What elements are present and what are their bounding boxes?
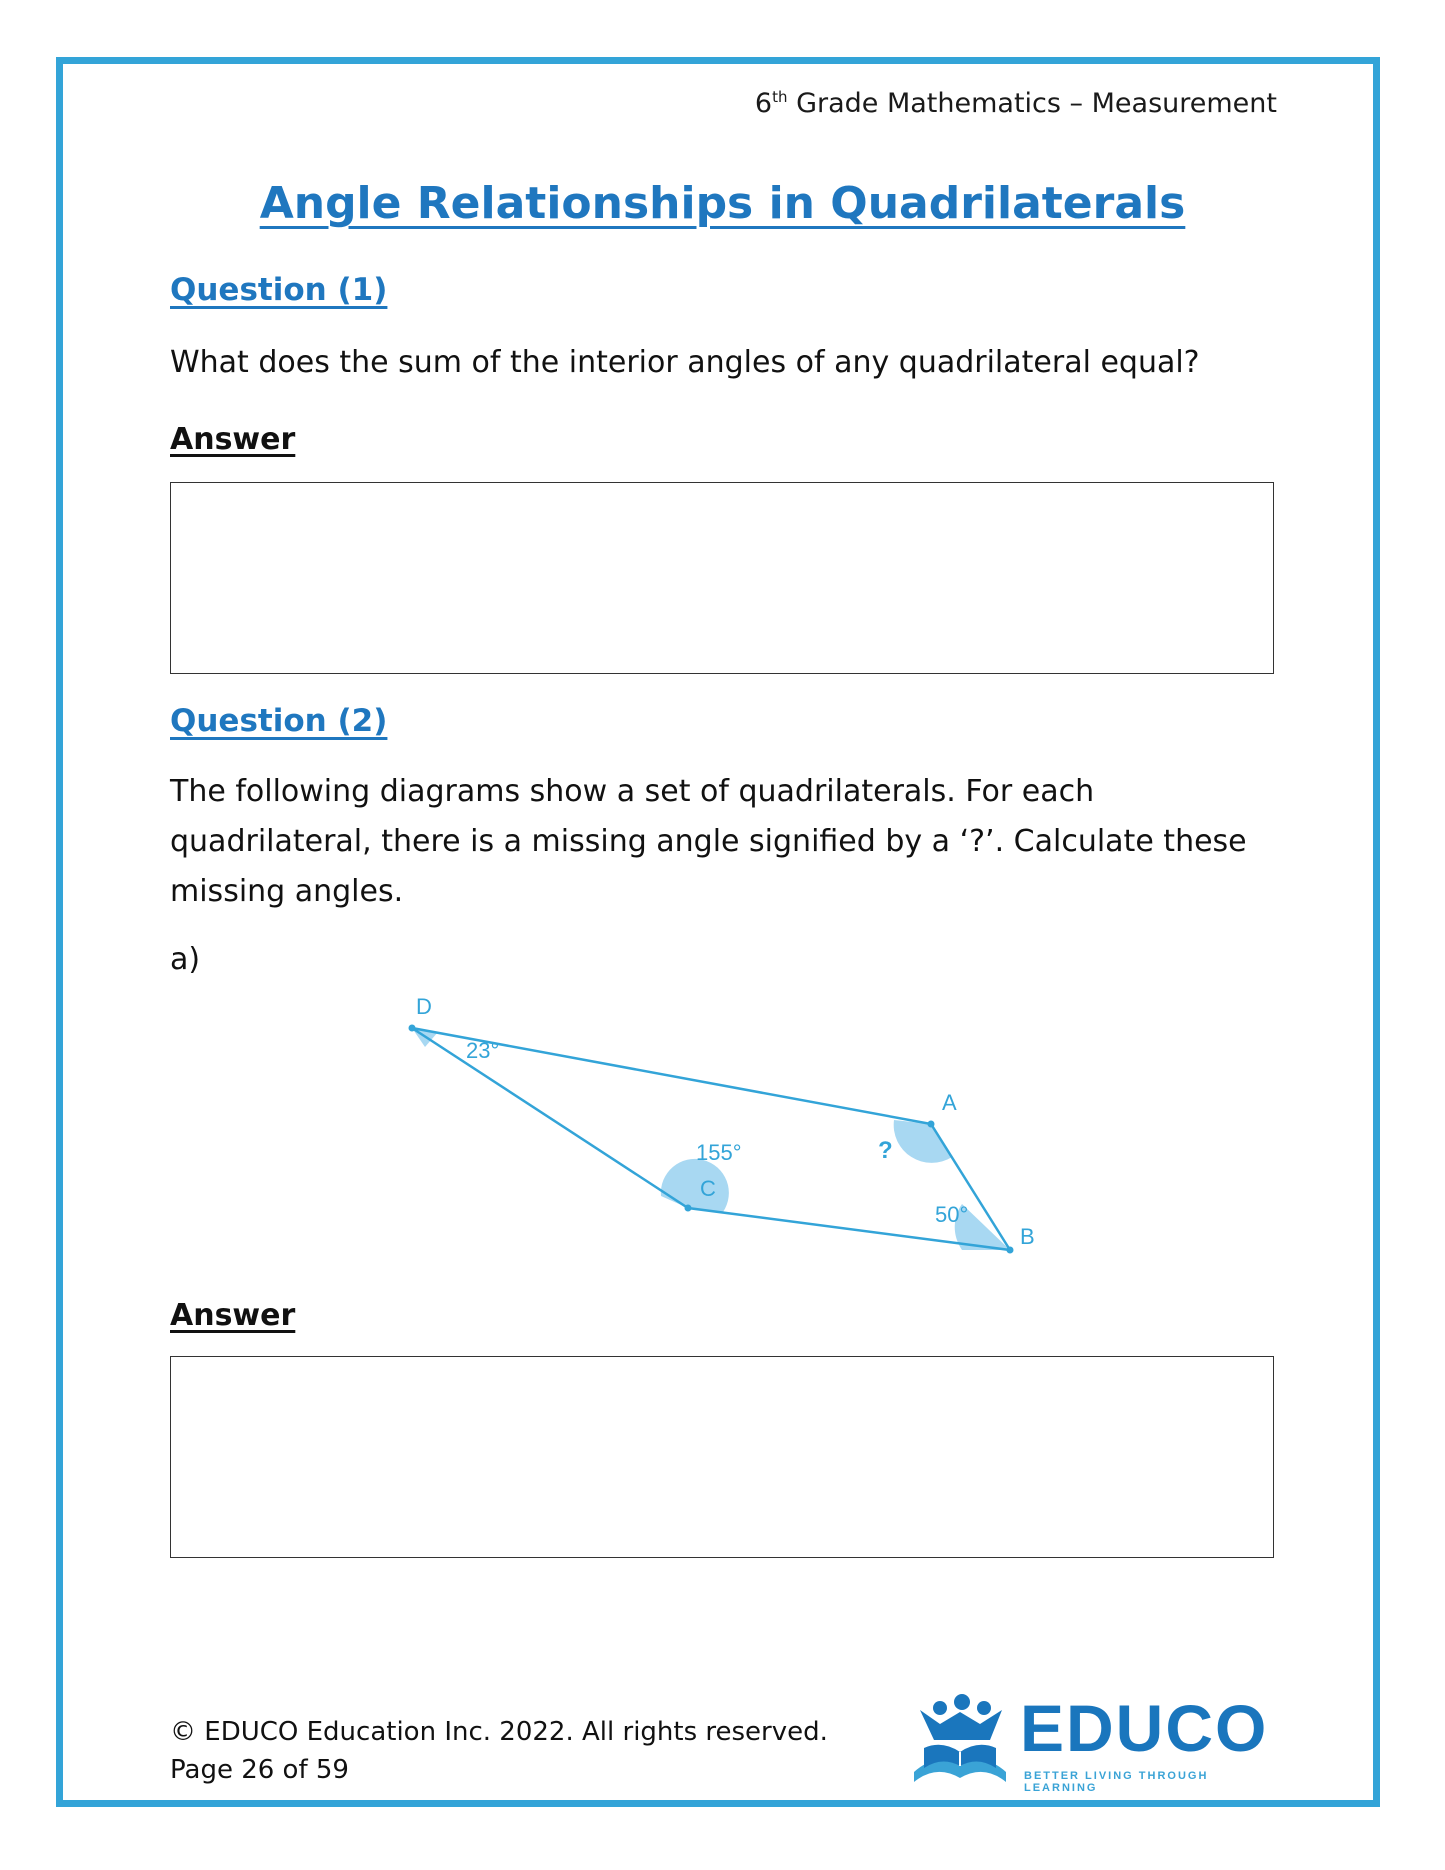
answer-1-box[interactable] xyxy=(170,482,1274,674)
angle-b-value: 50° xyxy=(935,1202,969,1227)
logo-tagline: BETTER LIVING THROUGH LEARNING xyxy=(1024,1770,1209,1794)
question-2-text: The following diagrams show a set of quadrilaterals. For each quadrilateral, there is a missing angle signified by a ‘?’. Calculate these missing angles. xyxy=(170,774,1247,909)
vertex-b-point xyxy=(1007,1247,1014,1254)
angle-c-arc xyxy=(661,1159,729,1212)
educo-people-book-icon xyxy=(900,1690,1020,1790)
grade-number: 6 xyxy=(754,88,773,119)
answer-1-label: Answer xyxy=(170,422,296,457)
quadrilateral-diagram xyxy=(380,990,1080,1270)
grade-suffix: th xyxy=(772,88,788,106)
vertex-b-label: B xyxy=(1020,1224,1035,1249)
vertex-d-point xyxy=(409,1025,416,1032)
page-title: Angle Relationships in Quadrilaterals xyxy=(259,178,1186,229)
course-header xyxy=(755,88,1277,119)
answer-2-label: Answer xyxy=(170,1298,296,1333)
logo-wordmark: EDUCO xyxy=(1020,1691,1269,1765)
vertex-a-label: A xyxy=(942,1090,957,1115)
vertex-c-label: C xyxy=(700,1176,716,1201)
question-2-heading: Question (2) xyxy=(170,703,388,739)
vertex-d-label: D xyxy=(416,994,432,1019)
part-a-label: a) xyxy=(170,942,201,977)
angle-d-value: 23° xyxy=(466,1038,500,1063)
question-1-text: What does the sum of the interior angles of any quadrilateral equal? xyxy=(170,345,1200,380)
educo-logo xyxy=(900,1690,1269,1800)
answer-2-box[interactable] xyxy=(170,1356,1274,1558)
angle-a-unknown: ? xyxy=(878,1137,893,1164)
copyright-text: © EDUCO Education Inc. 2022. All rights reserved. xyxy=(170,1717,828,1747)
vertex-c-point xyxy=(685,1205,692,1212)
angle-c-value: 155° xyxy=(696,1140,742,1165)
course-name: Grade Mathematics – Measurement xyxy=(787,88,1277,119)
vertex-a-point xyxy=(928,1121,935,1128)
page-number: Page 26 of 59 xyxy=(170,1755,349,1785)
question-1-heading: Question (1) xyxy=(170,272,388,308)
